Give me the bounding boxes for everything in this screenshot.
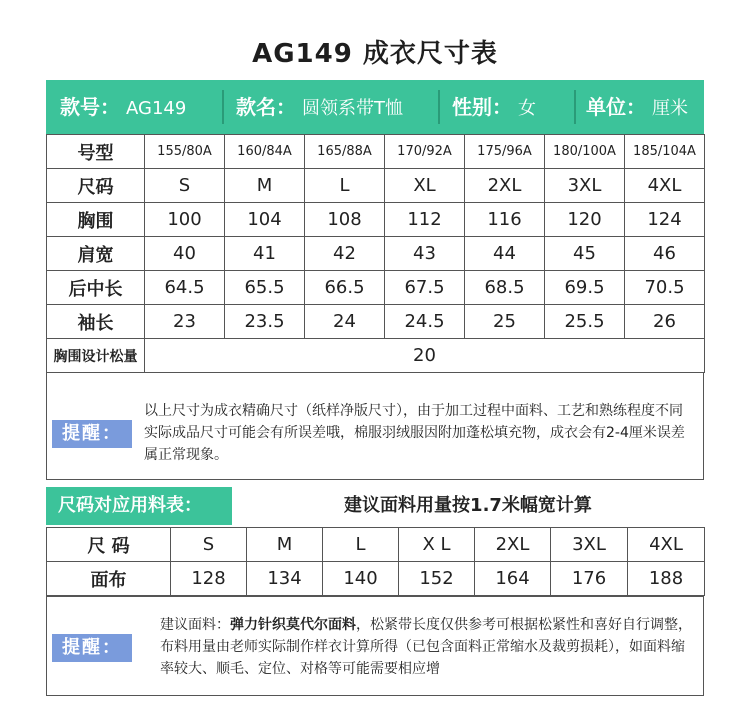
reminder-text (160, 614, 694, 680)
hao-cell: 155/80A (145, 135, 225, 169)
table-row (47, 562, 705, 596)
reminder-tag: 提醒： (52, 420, 132, 448)
length-cell: 67.5 (385, 271, 465, 305)
chest-cell: 120 (545, 203, 625, 237)
fabric-size-cell: 2XL (475, 528, 551, 562)
hao-cell: 170/92A (385, 135, 465, 169)
fabric-amount-cell: 140 (323, 562, 399, 596)
shoulder-cell: 46 (625, 237, 705, 271)
table-row (47, 169, 705, 203)
sleeve-cell: 25.5 (545, 305, 625, 339)
sleeve-cell: 26 (625, 305, 705, 339)
size-cell: 2XL (465, 169, 545, 203)
size-table (46, 134, 705, 373)
fabric-size-label: 尺 码 (47, 528, 171, 562)
fabric-section-label: 尺码对应用料表： (46, 487, 232, 525)
sleeve-cell: 23.5 (225, 305, 305, 339)
table-row (47, 237, 705, 271)
style-label: 款名： (236, 95, 296, 119)
reminder-text-bold: 弹力针织莫代尔面料 (230, 617, 356, 633)
ease-label: 胸围设计松量 (47, 339, 145, 373)
sleeve-cell: 24 (305, 305, 385, 339)
sleeve-cell: 23 (145, 305, 225, 339)
fabric-section-title: 建议面料用量按1.7米幅宽计算 (344, 495, 592, 516)
gender-value: 女 (518, 98, 536, 119)
fabric-amount-cell: 134 (247, 562, 323, 596)
table-row (47, 271, 705, 305)
header-bar (46, 80, 704, 134)
reminder-text: 以上尺寸为成衣精确尺寸（纸样净版尺寸），由于加工过程中面料、工艺和熟练程度不同实际成品尺寸可能会有所误差哦，棉服羽绒服因附加蓬松填充物，成衣会有2-4厘米误差属正常现象。 (144, 403, 685, 463)
table-row (47, 339, 705, 373)
header-divider (222, 90, 224, 124)
reminder-text-post: ，松紧带长度仅供参考可根据松紧性和喜好自行调整，布料用量由老师实际制作样衣计算所得（已包含面料正常缩水及裁剪损耗），如面料缩率较大、顺毛、定位、对格等可能需要相应增 (160, 617, 692, 677)
hao-cell: 180/100A (545, 135, 625, 169)
hao-cell: 185/104A (625, 135, 705, 169)
sleeve-cell: 24.5 (385, 305, 465, 339)
fabric-table (46, 527, 705, 596)
row-label-size: 尺码 (47, 169, 145, 203)
shoulder-cell: 40 (145, 237, 225, 271)
shoulder-cell: 45 (545, 237, 625, 271)
hao-cell: 175/96A (465, 135, 545, 169)
sleeve-cell: 25 (465, 305, 545, 339)
unit (586, 80, 688, 134)
fabric-size-cell: 4XL (628, 528, 705, 562)
row-label-shoulder: 肩宽 (47, 237, 145, 271)
chest-cell: 116 (465, 203, 545, 237)
fabric-size-cell: S (171, 528, 247, 562)
reminder-tag: 提醒： (52, 634, 132, 662)
chest-cell: 108 (305, 203, 385, 237)
header-divider (574, 90, 576, 124)
length-cell: 64.5 (145, 271, 225, 305)
item-no-value: AG149 (126, 98, 187, 119)
reminder-text-pre: 建议面料： (160, 617, 230, 633)
header-divider (438, 90, 440, 124)
item-no-label: 款号： (60, 95, 120, 119)
size-cell: S (145, 169, 225, 203)
fabric-size-cell: X L (399, 528, 475, 562)
row-label-sleeve: 袖长 (47, 305, 145, 339)
fabric-size-cell: M (247, 528, 323, 562)
page-title: AG149 成衣尺寸表 (252, 39, 498, 69)
style-value: 圆领系带T恤 (302, 98, 403, 119)
row-label-length: 后中长 (47, 271, 145, 305)
shoulder-cell: 41 (225, 237, 305, 271)
size-cell: M (225, 169, 305, 203)
shoulder-cell: 44 (465, 237, 545, 271)
unit-label: 单位： (586, 95, 646, 119)
fabric-size-cell: L (323, 528, 399, 562)
fabric-amount-cell: 128 (171, 562, 247, 596)
chest-cell: 104 (225, 203, 305, 237)
fabric-amount-label: 面布 (47, 562, 171, 596)
row-label-chest: 胸围 (47, 203, 145, 237)
fabric-amount-cell: 176 (551, 562, 628, 596)
fabric-amount-cell: 188 (628, 562, 705, 596)
unit-value: 厘米 (652, 98, 688, 119)
hao-cell: 165/88A (305, 135, 385, 169)
shoulder-cell: 43 (385, 237, 465, 271)
size-cell: XL (385, 169, 465, 203)
chest-cell: 124 (625, 203, 705, 237)
fabric-size-cell: 3XL (551, 528, 628, 562)
gender-label: 性别： (452, 95, 512, 119)
length-cell: 69.5 (545, 271, 625, 305)
table-row (47, 135, 705, 169)
gender (452, 80, 536, 134)
chest-cell: 112 (385, 203, 465, 237)
row-label-hao: 号型 (47, 135, 145, 169)
item-no (60, 80, 186, 134)
length-cell: 65.5 (225, 271, 305, 305)
ease-value: 20 (145, 339, 705, 373)
size-cell: L (305, 169, 385, 203)
shoulder-cell: 42 (305, 237, 385, 271)
hao-cell: 160/84A (225, 135, 305, 169)
style-name (236, 80, 403, 134)
length-cell: 70.5 (625, 271, 705, 305)
length-cell: 68.5 (465, 271, 545, 305)
size-cell: 4XL (625, 169, 705, 203)
fabric-amount-cell: 152 (399, 562, 475, 596)
fabric-amount-cell: 164 (475, 562, 551, 596)
chest-cell: 100 (145, 203, 225, 237)
length-cell: 66.5 (305, 271, 385, 305)
size-cell: 3XL (545, 169, 625, 203)
table-row (47, 528, 705, 562)
table-row (47, 305, 705, 339)
table-row (47, 203, 705, 237)
